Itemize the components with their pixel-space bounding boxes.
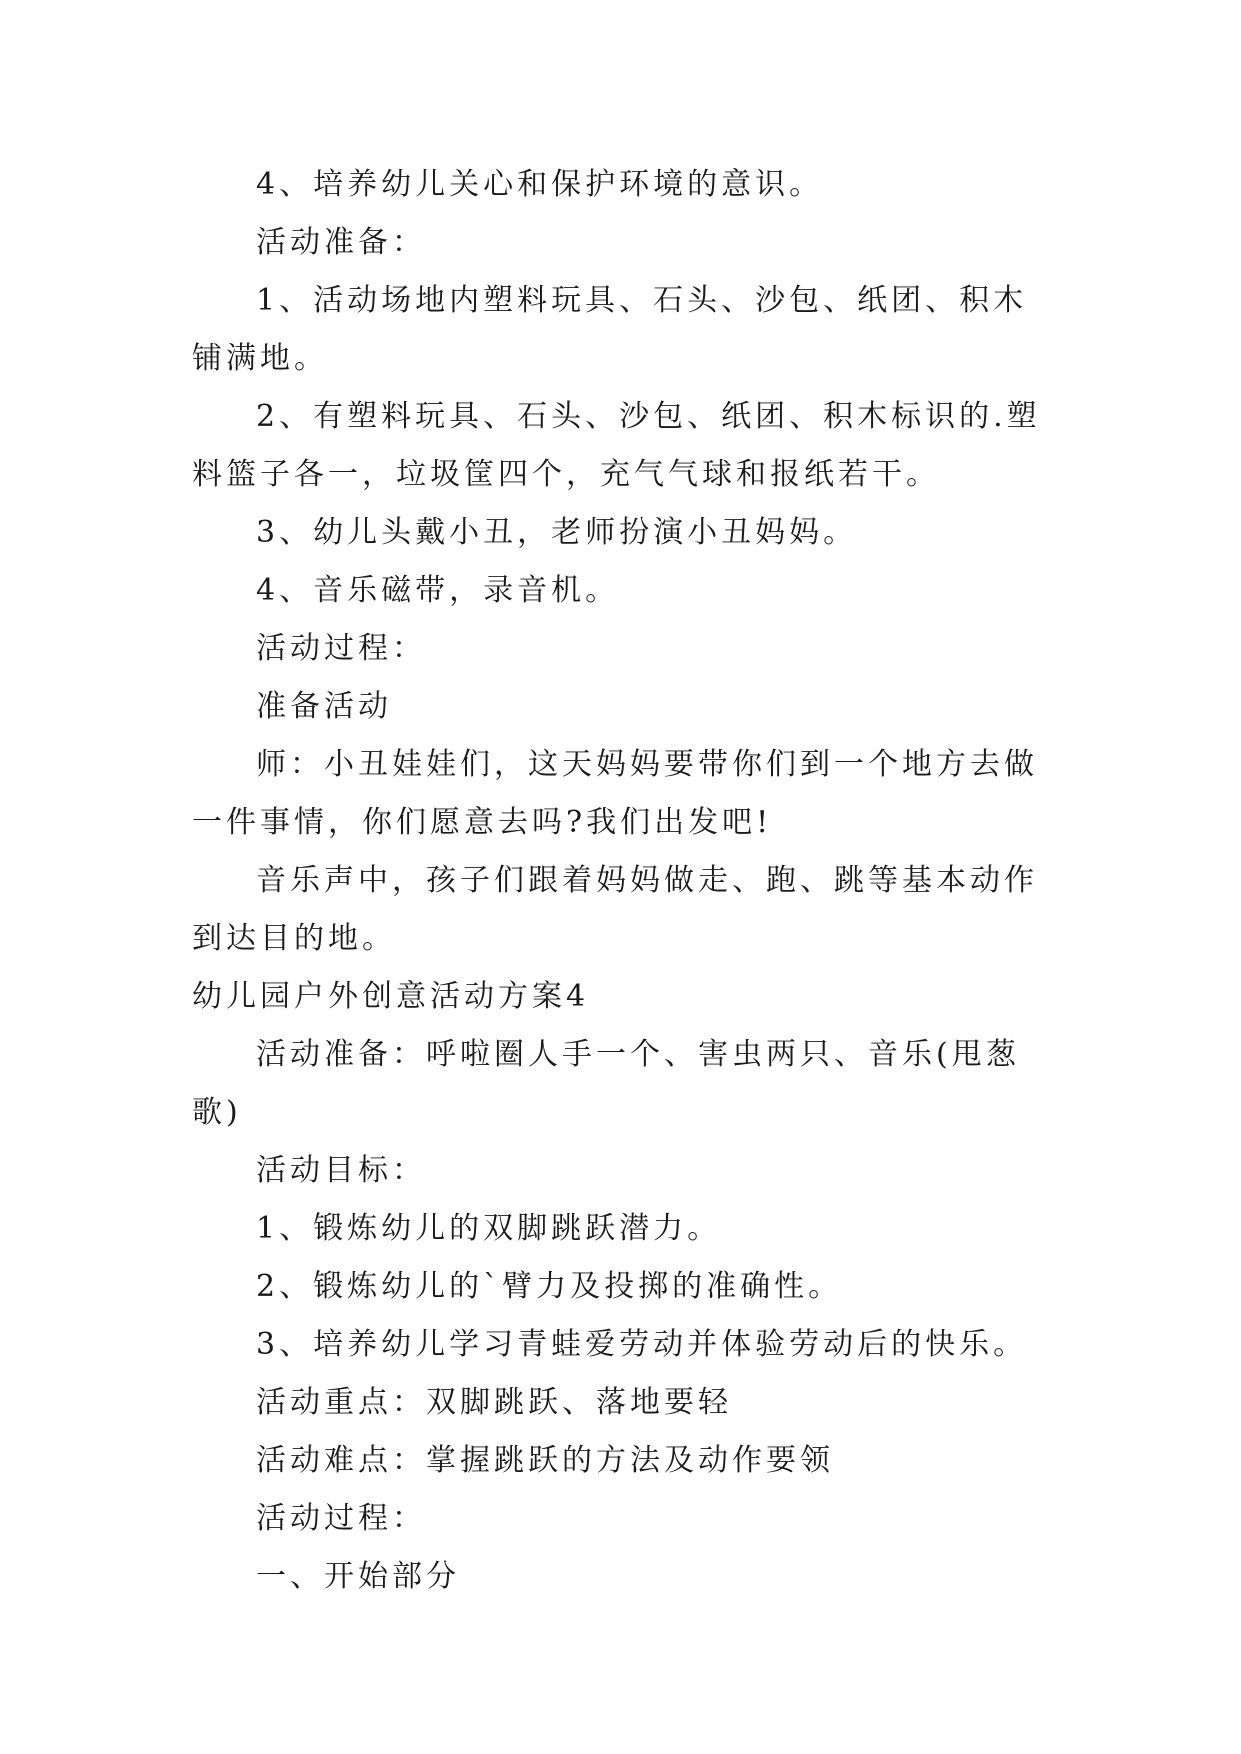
section-label: 活动过程： (256, 1501, 426, 1536)
section-label: 活动准备： (256, 225, 426, 260)
document-body (192, 156, 1052, 1606)
paragraph: 活动难点：掌握跳跃的方法及动作要领 (256, 1443, 834, 1478)
paragraph: 2、锻炼幼儿的`臂力及投掷的准确性。 (256, 1269, 843, 1304)
paragraph: 音乐声中，孩子们跟着妈妈做走、跑、跳等基本动作到达目的地。 (192, 863, 1038, 956)
paragraph: 师：小丑娃娃们，这天妈妈要带你们到一个地方去做一件事情，你们愿意去吗?我们出发吧! (192, 747, 1038, 840)
section-label: 活动目标： (256, 1153, 426, 1188)
paragraph: 准备活动 (256, 689, 392, 724)
paragraph: 活动准备：呼啦圈人手一个、害虫两只、音乐(甩葱歌) (192, 1037, 1020, 1130)
paragraph: 2、有塑料玩具、石头、沙包、纸团、积木标识的.塑料篮子各一，垃圾筐四个，充气气球和报纸若干。 (192, 399, 1041, 492)
paragraph: 活动重点：双脚跳跃、落地要轻 (256, 1385, 732, 1420)
paragraph: 3、幼儿头戴小丑，老师扮演小丑妈妈。 (256, 515, 858, 550)
section-label: 活动过程： (256, 631, 426, 666)
paragraph: 3、培养幼儿学习青蛙爱劳动并体验劳动后的快乐。 (256, 1327, 1028, 1362)
paragraph: 1、锻炼幼儿的双脚跳跃潜力。 (256, 1211, 722, 1246)
paragraph: 4、音乐磁带，录音机。 (256, 573, 620, 608)
paragraph: 一、开始部分 (256, 1559, 460, 1594)
section-heading: 幼儿园户外创意活动方案4 (192, 979, 590, 1014)
paragraph: 1、活动场地内塑料玩具、石头、沙包、纸团、积木铺满地。 (192, 283, 1028, 376)
paragraph: 4、培养幼儿关心和保护环境的意识。 (256, 167, 824, 202)
